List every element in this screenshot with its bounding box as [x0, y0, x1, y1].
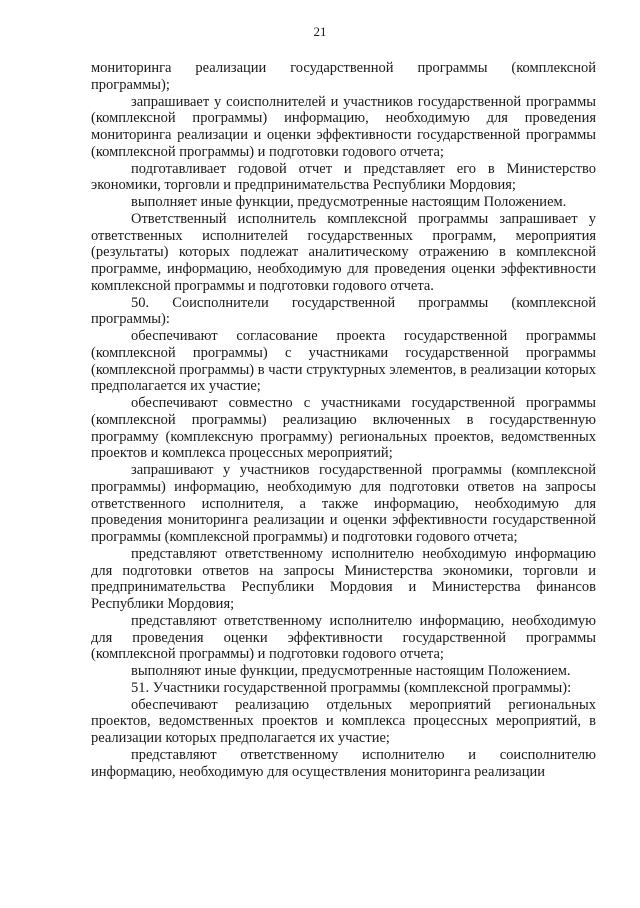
paragraph: 51. Участники государственной программы (комплексной программы): — [131, 679, 572, 696]
paragraph: выполняют иные функции, предусмотренные настоящим Положением. — [131, 663, 571, 679]
paragraph: представляют ответственному исполнителю необходимую информацию для подготовки ответов на запросы Министерства экономики, торговли и предпринимательства Республики Мордовия и Министерства финансов Республики Мордовия; — [91, 545, 596, 612]
paragraph: Ответственный исполнитель комплексной программы запрашивает у ответственных исполнителей государственных программ, мероприятия (результаты) которых подлежат аналитическому отражению в комплексной программе, информацию, необходимую для проведения оценки эффективности комплексной программы и подготовки годового отчета. — [91, 210, 596, 294]
paragraph: обеспечивают реализацию отдельных мероприятий региональных проектов, ведомственных проектов и комплекса процессных мероприятий, в реализации которых предполагается их участие; — [91, 696, 596, 746]
paragraph: подготавливает годовой отчет и представляет его в Министерство экономики, торговли и предпринимательства Республики Мордовия; — [91, 160, 596, 194]
paragraph: выполняет иные функции, предусмотренные настоящим Положением. — [131, 194, 567, 210]
paragraph: мониторинга реализации государственной программы (комплексной программы); — [91, 60, 596, 93]
document-body — [91, 60, 596, 780]
paragraph: обеспечивают совместно с участниками государственной программы (комплексной программы) реализацию включенных в государственную программу (комплексную программу) региональных проектов, ведомственных проектов и комплекса процессных мероприятий; — [91, 395, 596, 462]
paragraph: запрашивает у соисполнителей и участников государственной программы (комплексной программы) информацию, необходимую для проведения мониторинга реализации и оценки эффективности государственной программы (комплексной программы) и подготовки годового отчета; — [91, 93, 596, 160]
paragraph: 50. Соисполнители государственной программы (комплексной программы): — [91, 294, 596, 328]
paragraph: представляют ответственному исполнителю и соисполнителю информацию, необходимую для осуществления мониторинга реализации — [91, 746, 596, 780]
paragraph: представляют ответственному исполнителю информацию, необходимую для проведения оценки эффективности государственной программы (комплексной программы) и подготовки годового отчета; — [91, 612, 596, 663]
paragraph: запрашивают у участников государственной программы (комплексной программы) информацию, необходимую для подготовки ответов на запросы ответственного исполнителя, а также информацию, необходимую для проведения мониторинга реализации и оценки эффективности государственной программы (комплексной программы) и подготовки годового отчета; — [91, 462, 596, 545]
paragraph: обеспечивают согласование проекта государственной программы (комплексной программы) с участниками государственной программы (комплексной программы) в части структурных элементов, в реализации которых предполагается их участие; — [91, 328, 596, 395]
page-number: 21 — [313, 24, 327, 39]
